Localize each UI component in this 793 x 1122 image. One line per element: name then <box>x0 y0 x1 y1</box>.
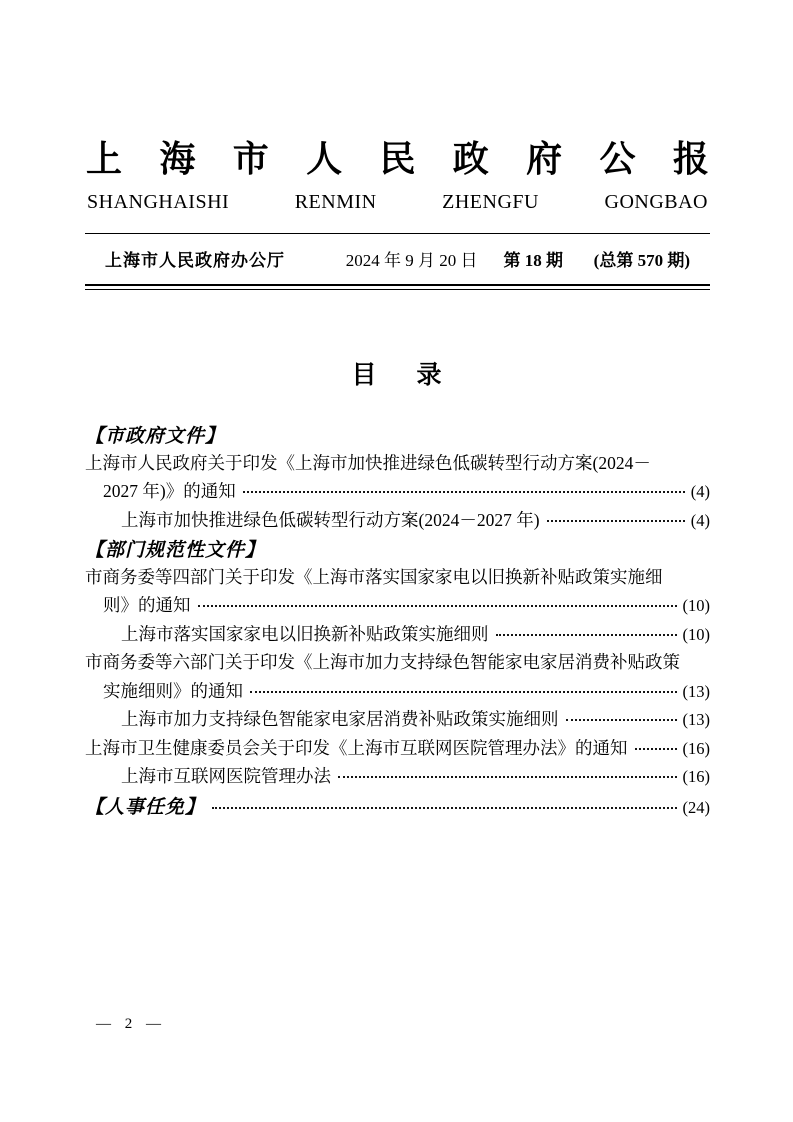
title-char: 民 <box>379 139 416 179</box>
dot-leader <box>198 605 677 607</box>
gazette-title-pinyin <box>87 191 708 213</box>
toc-page-number: (24) <box>682 797 710 817</box>
toc-section-row <box>85 535 710 564</box>
toc-page-number: (16) <box>682 738 710 758</box>
issue-number: 第 18 期 <box>503 250 563 270</box>
toc-entry-title: 上海市落实国家家电以旧换新补贴政策实施细则 <box>121 623 489 644</box>
toc-title <box>0 355 793 391</box>
title-char: 府 <box>526 139 563 179</box>
title-char: 海 <box>159 139 196 179</box>
pinyin-word: ZHENGFU <box>442 191 539 213</box>
publisher-name: 上海市人民政府办公厅 <box>105 250 285 270</box>
page-number-footer: — 2 — <box>96 1016 162 1032</box>
toc-entry-title: 上海市人民政府关于印发《上海市加快推进绿色低碳转型行动方案(2024－ <box>85 452 651 473</box>
toc-entry-row <box>85 678 710 707</box>
pinyin-word: RENMIN <box>294 191 377 213</box>
title-char: 人 <box>306 139 343 179</box>
title-char: 政 <box>452 139 489 179</box>
toc-entry-row <box>85 735 710 764</box>
issue-date-group <box>346 246 563 271</box>
toc-entry-title: 上海市卫生健康委员会关于印发《上海市互联网医院管理办法》的通知 <box>85 737 628 758</box>
toc-entry-title: 上海市加力支持绿色智能家电家居消费补贴政策实施细则 <box>121 709 559 729</box>
toc-entry-row <box>85 621 710 650</box>
toc-entry-title: 则》的通知 <box>103 595 191 615</box>
toc-page-number: (16) <box>682 767 710 786</box>
toc-entry-title: 实施细则》的通知 <box>103 680 243 701</box>
toc-section-row <box>85 421 710 450</box>
issue-info-row <box>85 245 710 271</box>
dot-leader <box>547 520 685 522</box>
dot-leader <box>338 776 677 778</box>
toc-section-row <box>85 792 710 821</box>
cumulative-issue-number: (总第 570 期) <box>593 250 690 270</box>
toc-page-number: (13) <box>682 710 710 729</box>
toc-section-title: 【部门规范性文件】 <box>85 540 266 561</box>
toc-entry-row <box>85 478 710 507</box>
toc-title-char: 录 <box>416 362 442 389</box>
toc-entry-row <box>85 507 710 536</box>
dot-leader <box>243 491 685 493</box>
toc-page-number: (13) <box>682 681 710 701</box>
dot-leader <box>250 691 677 693</box>
dot-leader <box>496 634 677 636</box>
title-char: 上 <box>86 139 123 179</box>
title-char: 报 <box>672 139 709 179</box>
toc-entry-row <box>85 564 710 593</box>
toc-list <box>85 421 710 820</box>
dot-leader <box>212 807 676 809</box>
toc-entry-row <box>85 592 710 621</box>
toc-title-char: 目 <box>351 362 377 389</box>
header-rule-double <box>85 284 710 290</box>
toc-section-title: 【人事任免】 <box>85 796 206 818</box>
toc-entry-row <box>85 706 710 735</box>
toc-page-number: (10) <box>682 596 710 615</box>
toc-page-number: (4) <box>690 510 710 530</box>
toc-entry-row <box>85 450 710 479</box>
toc-page-number: (4) <box>690 482 710 501</box>
title-char: 公 <box>599 139 636 179</box>
header-rule-thin <box>85 233 710 234</box>
toc-entry-row <box>85 763 710 792</box>
toc-entry-title: 市商务委等六部门关于印发《上海市加力支持绿色智能家电家居消费补贴政策 <box>85 652 680 672</box>
toc-page-number: (10) <box>682 624 710 644</box>
pinyin-word: SHANGHAISHI <box>87 191 230 213</box>
toc-section-title: 【市政府文件】 <box>85 426 226 447</box>
issue-date: 2024 年 9 月 20 日 <box>345 250 478 270</box>
toc-entry-row <box>85 649 710 678</box>
toc-entry-title: 2027 年)》的通知 <box>103 481 236 501</box>
toc-entry-title: 上海市加快推进绿色低碳转型行动方案(2024－2027 年) <box>121 509 540 530</box>
dot-leader <box>635 748 677 750</box>
toc-entry-title: 市商务委等四部门关于印发《上海市落实国家家电以旧换新补贴政策实施细 <box>85 566 663 587</box>
dot-leader <box>566 719 677 721</box>
gazette-title <box>86 140 709 180</box>
title-char: 市 <box>232 139 269 179</box>
toc-entry-title: 上海市互联网医院管理办法 <box>121 766 331 786</box>
pinyin-word: GONGBAO <box>604 191 708 213</box>
